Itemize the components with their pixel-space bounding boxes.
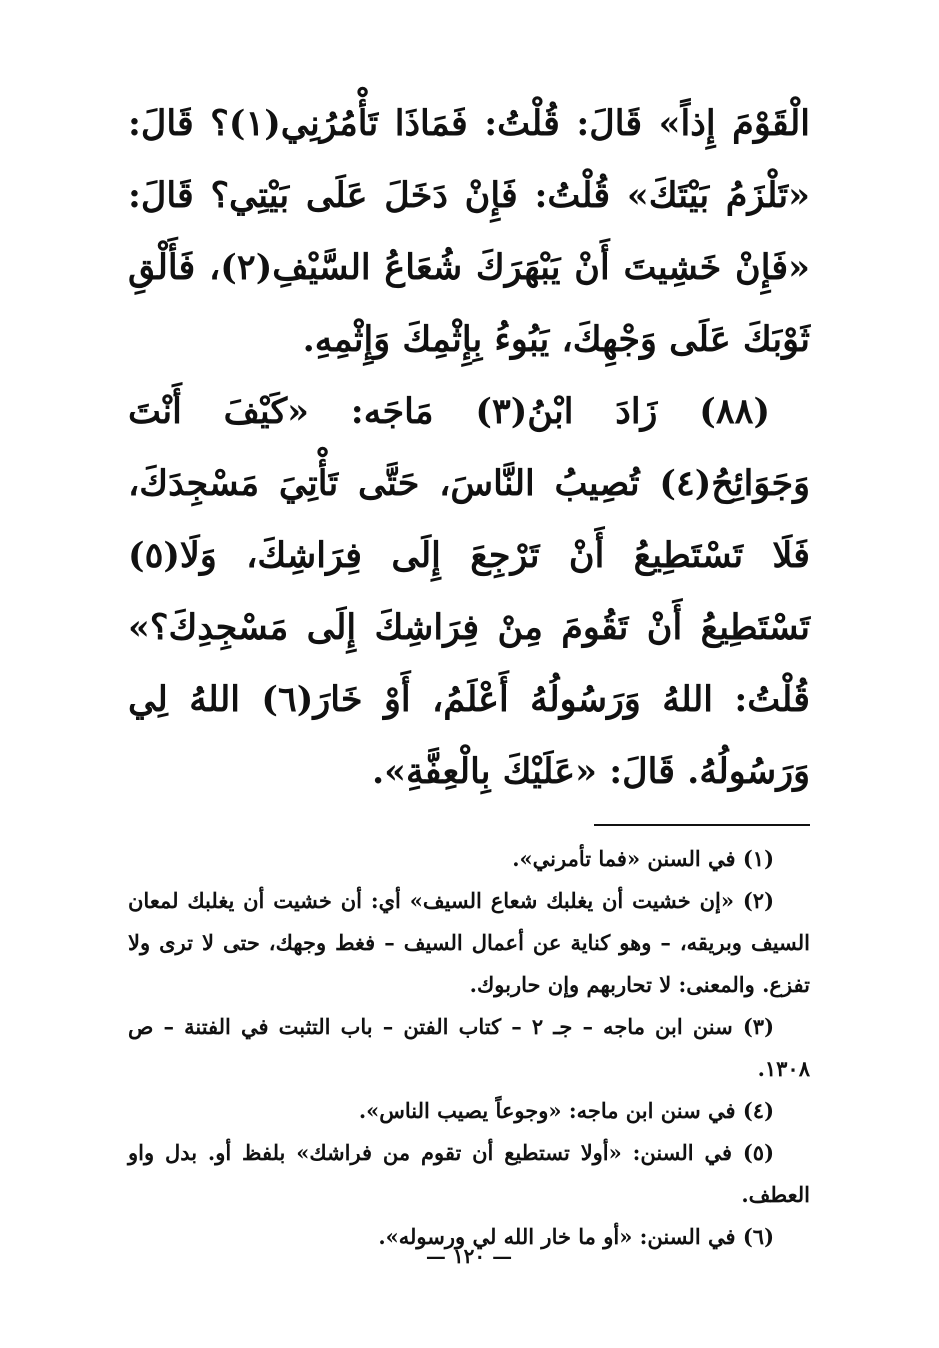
footnote-2: (٢) «إن خشيت أن يغلبك شعاع السيف» أي: أن خشيت أن يغلبك لمعان السيف وبريقه، – وهو كناية عن أعمال السيف – فغط وجهك، حتى لا ترى ولا تفزع. والمعنى: لا تحاربهم وإن حاربوك.	[128, 888, 810, 997]
main-paragraph-1: الْقَوْمَ إِذاً» قَالَ: قُلْتُ: فَمَاذَا تَأْمُرُنِي(١)؟ قَالَ: «تَلْزَمُ بَيْتَكَ» قُلْتُ: فَإِنْ دَخَلَ عَلَى بَيْتِي؟ قَالَ: «فَإِنْ خَشِيتَ أَنْ يَبْهَرَكَ شُعَاعُ السَّيْفِ(٢)، فَأَلْقِ ثَوْبَكَ عَلَى وَجْهِكَ، يَبُوءُ بِإِثْمِكَ وَإِثْمِهِ.	[128, 103, 810, 360]
footnote-1: (١) في السنن «فما تأمرني».	[512, 846, 774, 871]
main-paragraph-2: (٨٨) زَادَ ابْنُ(٣) مَاجَه: «كَيْفَ أَنْتَ وَجَوَائِحُ(٤) تُصِيبُ النَّاسَ، حَتَّى تَأْتِيَ مَسْجِدَكَ، فَلَا تَسْتَطِيعُ أَنْ تَرْجِعَ إِلَى فِرَاشِكَ، وَلَا(٥) تَسْتَطِيعُ أَنْ تَقُومَ مِنْ فِرَاشِكَ إِلَى مَسْجِدِكَ؟» قُلْتُ: اللهُ وَرَسُولُهُ أَعْلَمُ، أَوْ خَارَ(٦) اللهُ لِي وَرَسُولُهُ. قَالَ: «عَلَيْكَ بِالْعِفَّةِ».	[128, 391, 810, 792]
footnote-separator	[594, 824, 810, 826]
footnote-6: (٦) في السنن: «أو ما خار الله لي ورسوله».	[378, 1224, 774, 1249]
main-text	[128, 88, 810, 808]
book-page	[128, 88, 810, 1268]
footnotes	[128, 838, 810, 1258]
footnote-4: (٤) في سنن ابن ماجه: «وجوعاً يصيب الناس».	[358, 1098, 774, 1123]
footnote-5: (٥) في السنن: «أولا تستطيع أن تقوم من فراشك» بلفظ أو. بدل واو العطف.	[128, 1140, 810, 1207]
footnote-3: (٣) سنن ابن ماجه – جـ ٢ – كتاب الفتن – باب التثبت في الفتنة – ص ١٣٠٨.	[128, 1014, 810, 1081]
page-number: — ١٢٠ —	[425, 1244, 513, 1268]
